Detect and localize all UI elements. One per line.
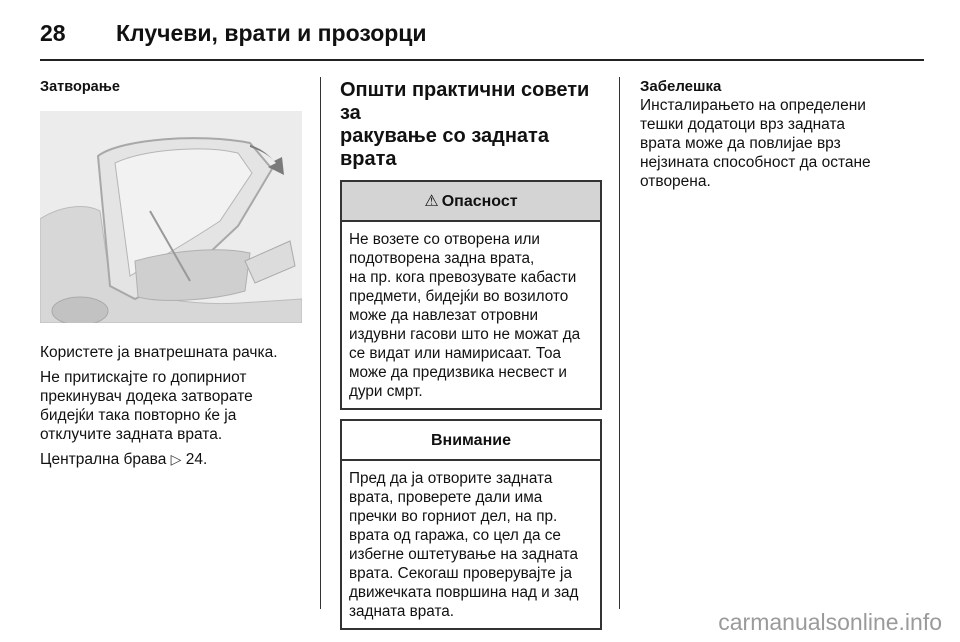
line: задната врата. [349, 603, 455, 620]
line: отворена. [640, 173, 711, 190]
line: врата од гаража, со цел да се [349, 527, 561, 544]
note-title: Забелешка [640, 78, 722, 95]
line: врата, проверете дали има [349, 489, 543, 506]
heading-line: Општи практични совети за [340, 79, 590, 124]
watermark: carmanualsonline.info [718, 609, 942, 635]
touch-switch-warning [40, 368, 305, 444]
line: се видат или намирисаат. Тоа [349, 345, 562, 362]
line: дури смрт. [349, 383, 423, 400]
left-column [40, 78, 305, 475]
line: издувни гасови што не можат да [349, 326, 581, 343]
line: може да предизвика несвест и [349, 364, 567, 381]
section-heading [340, 79, 602, 171]
caution-box [340, 419, 602, 630]
line: нејзината способност да остане [640, 154, 871, 171]
section-title: Затворање [40, 79, 120, 95]
page-number: 28 [40, 20, 66, 46]
line: бидејќи така повторно ќе ја [40, 407, 237, 424]
page-reference-icon: ▷ [170, 451, 182, 467]
line: Пред да ја отворите задната [349, 470, 553, 487]
heading-line: ракување со задната врата [340, 125, 549, 170]
reference-label: Централна брава [40, 451, 167, 468]
note-body [640, 96, 925, 191]
car-illustration-svg [40, 111, 302, 323]
line: пречки во горниот дел, на пр. [349, 508, 558, 525]
line: може да навлезат отровни [349, 307, 539, 324]
column-divider-2 [619, 77, 620, 609]
reference-page: 24. [185, 451, 208, 468]
cross-reference [40, 450, 305, 469]
danger-title: Опасност [441, 192, 518, 210]
page-header [40, 14, 922, 54]
middle-column [340, 79, 602, 639]
chapter-title: Клучеви, врати и прозорци [116, 20, 427, 46]
line: врата. Секогаш проверувајте ја [349, 565, 572, 582]
danger-body [342, 222, 600, 408]
line: врата може да повлијае врз [640, 135, 841, 152]
column-divider-1 [320, 77, 321, 609]
line: подотворена задна врата, [349, 250, 535, 267]
right-column [640, 77, 925, 191]
caution-body [342, 461, 600, 628]
instruction-text: Користете ја внатрешната рачка. [40, 344, 278, 361]
car-tailgate-illustration [40, 111, 302, 323]
line: тешки додатоци врз задната [640, 116, 846, 133]
danger-header [342, 182, 600, 222]
line: Не притискајте го допирниот [40, 369, 247, 386]
line: прекинувач додека затворате [40, 388, 253, 405]
line: избегне оштетување на задната [349, 546, 578, 563]
line: движечката површина над и зад [349, 584, 579, 601]
warning-triangle-icon: ⚠ [424, 192, 439, 210]
danger-box [340, 180, 602, 410]
line: отклучите задната врата. [40, 426, 223, 443]
line: Инсталирањето на определени [640, 97, 866, 114]
line: на пр. кога превозувате кабасти [349, 269, 577, 286]
caution-header [342, 421, 600, 461]
line: предмети, бидејќи во возилото [349, 288, 569, 305]
header-rule [40, 59, 924, 61]
line: Не возете со отворена или [349, 231, 540, 248]
caution-title: Внимание [431, 431, 511, 449]
